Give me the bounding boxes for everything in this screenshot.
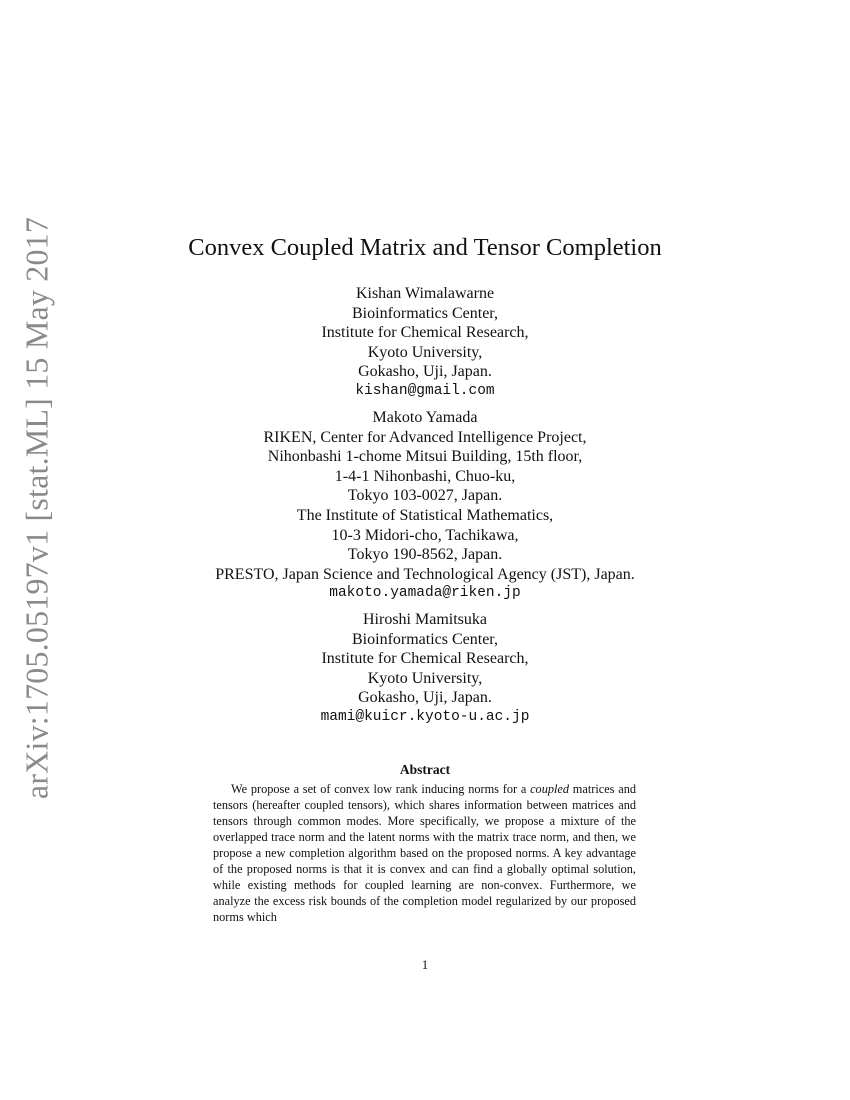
author-affiliation-line: PRESTO, Japan Science and Technological Agency (JST), Japan. xyxy=(215,565,635,583)
page-number: 1 xyxy=(421,957,429,972)
author-name: Makoto Yamada xyxy=(372,409,478,426)
author-affiliation-line: Kyoto University, xyxy=(367,343,483,361)
abstract-text-start: We propose a set of convex low rank inducing norms for a xyxy=(231,782,531,796)
author-affiliation-line: Institute for Chemical Research, xyxy=(321,324,529,342)
author-affiliation-line: Bioinformatics Center, xyxy=(352,630,498,648)
author-block-3 xyxy=(0,610,850,728)
abstract-emphasis: coupled xyxy=(530,782,570,796)
author-name: Kishan Wimalawarne xyxy=(355,285,495,302)
author-affiliation-line: RIKEN, Center for Advanced Intelligence Project, xyxy=(263,428,587,446)
author-email: kishan@gmail.com xyxy=(355,382,495,399)
author-affiliation-line: Institute for Chemical Research, xyxy=(321,650,529,668)
abstract-heading: Abstract xyxy=(399,762,451,777)
abstract-text-rest: matrices and tensors (hereafter coupled tensors), which shares information between matrices and tensors through common modes. More specifically, we propose a mixture of the overlapped trace norm and the latent norms with the matrix trace norm, and then, we propose a new completion algorithm based on the proposed norms. A key advantage of the proposed norms is that it is convex and can find a globally optimal solution, while existing methods for coupled learning are non-convex. Furthermore, we analyze the excess risk bounds of the completion model regularized by our proposed norms which xyxy=(213,782,636,924)
author-affiliation-line: Gokasho, Uji, Japan. xyxy=(358,689,492,707)
author-affiliation-line: Kyoto University, xyxy=(367,669,483,687)
author-email: makoto.yamada@riken.jp xyxy=(329,585,521,602)
author-block-2 xyxy=(0,408,850,604)
author-affiliation-line: Tokyo 190-8562, Japan. xyxy=(347,546,503,564)
author-name: Hiroshi Mamitsuka xyxy=(363,611,487,628)
author-affiliation-line: Tokyo 103-0027, Japan. xyxy=(347,487,503,505)
author-affiliation-line: Gokasho, Uji, Japan. xyxy=(358,363,492,381)
arxiv-identifier-stamp: arXiv:1705.05197v1 [stat.ML] 15 May 2017 xyxy=(18,216,55,800)
author-affiliation-line: 10-3 Midori-cho, Tachikawa, xyxy=(331,526,519,544)
abstract-body xyxy=(213,781,636,925)
author-affiliation-line: Bioinformatics Center, xyxy=(352,304,498,322)
author-email: mami@kuicr.kyoto-u.ac.jp xyxy=(320,708,530,725)
author-block-1 xyxy=(0,284,850,402)
paper-title: Convex Coupled Matrix and Tensor Completion xyxy=(188,234,662,261)
author-affiliation-line: The Institute of Statistical Mathematics, xyxy=(296,506,554,524)
author-affiliation-line: 1-4-1 Nihonbashi, Chuo-ku, xyxy=(334,467,516,485)
author-affiliation-line: Nihonbashi 1-chome Mitsui Building, 15th floor, xyxy=(267,448,583,466)
